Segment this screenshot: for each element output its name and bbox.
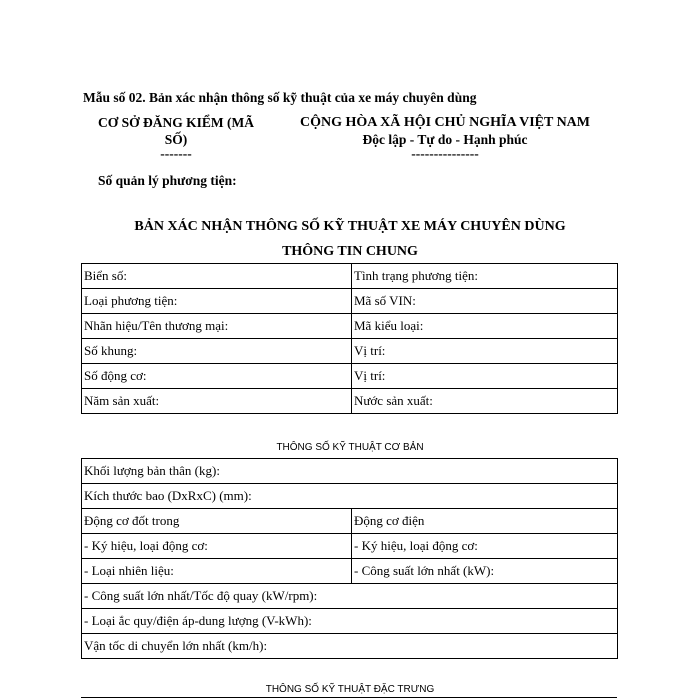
inspection-center-line2: SỐ) xyxy=(164,132,188,147)
vehicle-id-label: Số quản lý phương tiện: xyxy=(98,173,237,188)
table-row xyxy=(82,584,618,609)
table-row xyxy=(82,314,618,339)
vehicle-condition-field: Tình trạng phương tiện: xyxy=(352,264,618,289)
form-number: Mẫu số 02. Bản xác nhận thông số kỹ thuật của xe máy chuyên dùng xyxy=(83,90,477,105)
engine-number-field: Số động cơ: xyxy=(82,364,352,389)
table-row xyxy=(82,459,618,484)
table-row xyxy=(82,339,618,364)
model-code-field: Mã kiểu loại: xyxy=(352,314,618,339)
basic-specs-table xyxy=(81,458,618,659)
max-power-speed-field: - Công suất lớn nhất/Tốc độ quay (kW/rpm): xyxy=(82,584,618,609)
electric-motor-heading: Động cơ điện xyxy=(352,509,618,534)
inspection-center-line1: CƠ SỞ ĐĂNG KIỂM (MÃ xyxy=(98,115,254,130)
table-row xyxy=(82,364,618,389)
table-row xyxy=(82,509,618,534)
dimensions-field: Kích thước bao (DxRxC) (mm): xyxy=(82,484,618,509)
vin-field: Mã số VIN: xyxy=(352,289,618,314)
country-name: CỘNG HÒA XÃ HỘI CHỦ NGHĨA VIỆT NAM xyxy=(299,115,590,130)
table-row xyxy=(82,264,618,289)
engine-position-field: Vị trí: xyxy=(352,364,618,389)
document-title: BẢN XÁC NHẬN THÔNG SỐ KỸ THUẬT XE MÁY CHUYÊN DÙNG xyxy=(134,219,566,234)
table-row xyxy=(82,484,618,509)
electric-max-power-field: - Công suất lớn nhất (kW): xyxy=(352,559,618,584)
inspection-center-header xyxy=(86,114,266,160)
ice-engine-heading: Động cơ đốt trong xyxy=(82,509,352,534)
table-row xyxy=(82,559,618,584)
special-specs-title: THÔNG SỐ KỸ THUẬT ĐẶC TRƯNG xyxy=(265,684,435,695)
table-row xyxy=(82,289,618,314)
curb-weight-field: Khối lượng bản thân (kg): xyxy=(82,459,618,484)
manufacture-country-field: Nước sản xuất: xyxy=(352,389,618,414)
inspection-center-divider: ------- xyxy=(160,146,192,161)
electric-motor-model-field: - Ký hiệu, loại động cơ: xyxy=(352,534,618,559)
table-row xyxy=(82,609,618,634)
national-header xyxy=(280,114,610,160)
manufacture-year-field: Năm sản xuất: xyxy=(82,389,352,414)
chassis-number-field: Số khung: xyxy=(82,339,352,364)
national-header-divider: --------------- xyxy=(411,146,479,161)
vehicle-type-field: Loại phương tiện: xyxy=(82,289,352,314)
special-specs-table-top xyxy=(81,697,617,698)
chassis-position-field: Vị trí: xyxy=(352,339,618,364)
general-section-title: THÔNG TIN CHUNG xyxy=(282,244,418,259)
table-row xyxy=(82,534,618,559)
ice-engine-model-field: - Ký hiệu, loại động cơ: xyxy=(82,534,352,559)
table-row xyxy=(82,634,618,659)
battery-field: - Loại ắc quy/điện áp-dung lượng (V-kWh): xyxy=(82,609,618,634)
license-plate-field: Biển số: xyxy=(82,264,352,289)
national-motto: Độc lập - Tự do - Hạnh phúc xyxy=(362,132,528,147)
general-info-table xyxy=(81,263,618,414)
fuel-type-field: - Loại nhiên liệu: xyxy=(82,559,352,584)
basic-specs-title: THÔNG SỐ KỸ THUẬT CƠ BẢN xyxy=(276,442,424,453)
max-speed-field: Vận tốc di chuyển lớn nhất (km/h): xyxy=(82,634,618,659)
brand-name-field: Nhãn hiệu/Tên thương mại: xyxy=(82,314,352,339)
table-row xyxy=(82,389,618,414)
